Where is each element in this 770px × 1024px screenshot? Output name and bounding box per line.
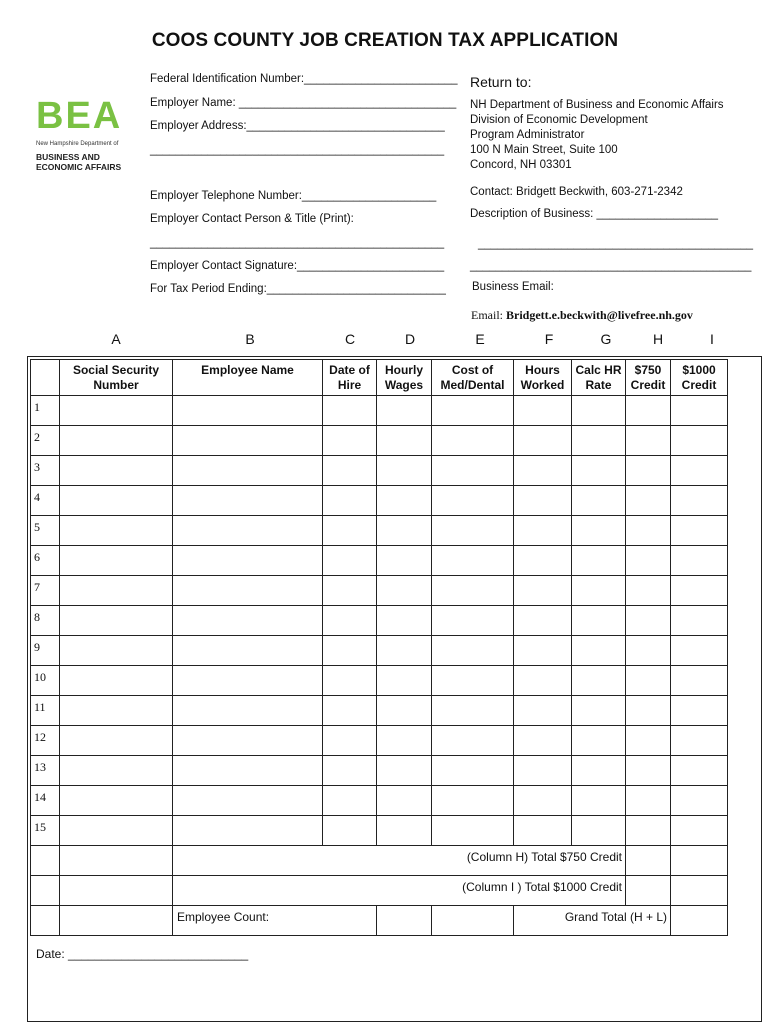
row-number: 4 [31,486,60,516]
row-number: 3 [31,456,60,486]
employee-name-cell[interactable] [173,576,323,606]
employee-name-cell[interactable] [173,426,323,456]
email-value[interactable]: Bridgett.e.beckwith@livefree.nh.gov [506,308,693,322]
credit-1000-cell[interactable] [671,426,728,456]
ssn-cell[interactable] [60,576,173,606]
hourly-wages-cell[interactable] [377,666,432,696]
cost-med-dental-cell[interactable] [432,396,514,426]
hourly-wages-cell[interactable] [377,696,432,726]
table-row [31,456,728,486]
date-of-hire-cell[interactable] [323,516,377,546]
ssn-cell[interactable] [60,786,173,816]
date-of-hire-cell[interactable] [323,396,377,426]
cost-med-dental-cell[interactable] [432,666,514,696]
total-750-label: (Column H) Total $750 Credit [173,846,626,876]
row-number: 13 [31,756,60,786]
credit-1000-cell[interactable] [671,456,728,486]
table-row [31,486,728,516]
credit-750-cell[interactable] [626,426,671,456]
row-number: 10 [31,666,60,696]
credit-750-cell[interactable] [626,576,671,606]
hours-worked-cell[interactable] [514,696,572,726]
credit-750-cell[interactable] [626,516,671,546]
calc-hr-rate-cell[interactable] [572,726,626,756]
credit-1000-cell[interactable] [671,696,728,726]
credit-1000-cell[interactable] [671,576,728,606]
credit-750-cell[interactable] [626,606,671,636]
credit-750-cell[interactable] [626,636,671,666]
employee-name-cell[interactable] [173,786,323,816]
header-1000-credit: $1000 Credit [671,360,728,396]
cost-med-dental-cell[interactable] [432,816,514,846]
contact-person-field[interactable]: Employer Contact Person & Title (Print): [150,213,354,225]
hours-worked-cell[interactable] [514,666,572,696]
header-employee-name: Employee Name [173,360,323,396]
employer-address-line2[interactable]: ______________________________________________ [150,144,445,156]
calc-hr-rate-cell[interactable] [572,456,626,486]
employee-count-label[interactable]: Employee Count: [173,906,377,936]
row-number: 2 [31,426,60,456]
contact-person-line2[interactable]: ______________________________________________ [150,237,445,249]
hours-worked-cell[interactable] [514,606,572,636]
date-of-hire-cell[interactable] [323,696,377,726]
date-of-hire-cell[interactable] [323,756,377,786]
row-number: 1 [31,396,60,426]
row-number: 14 [31,786,60,816]
return-address-line1: NH Department of Business and Economic Affairs [470,99,724,111]
hours-worked-cell[interactable] [514,546,572,576]
employee-name-cell[interactable] [173,516,323,546]
date-of-hire-cell[interactable] [323,426,377,456]
bea-logo: BEA [36,95,123,137]
ssn-cell[interactable] [60,726,173,756]
employee-name-cell[interactable] [173,816,323,846]
email-label: Email: [471,308,503,322]
hourly-wages-cell[interactable] [377,606,432,636]
credit-1000-cell[interactable] [671,756,728,786]
employee-name-cell[interactable] [173,636,323,666]
grand-total-cell[interactable] [671,906,728,936]
header-date-of-hire: Date of Hire [323,360,377,396]
header-rownum [31,360,60,396]
table-row [31,786,728,816]
ssn-cell[interactable] [60,636,173,666]
ssn-cell[interactable] [60,546,173,576]
contact-signature-field[interactable]: Employer Contact Signature:_______________________ [150,260,445,272]
credit-750-cell[interactable] [626,456,671,486]
table-row [31,666,728,696]
ssn-cell[interactable] [60,516,173,546]
contact-email [471,308,693,323]
header-cost-med-dental: Cost of Med/Dental [432,360,514,396]
cost-med-dental-cell[interactable] [432,456,514,486]
calc-hr-rate-cell[interactable] [572,756,626,786]
date-of-hire-cell[interactable] [323,606,377,636]
federal-id-field[interactable]: Federal Identification Number:________________________ [150,73,458,85]
hours-worked-cell[interactable] [514,726,572,756]
hourly-wages-cell[interactable] [377,756,432,786]
return-address-line5: Concord, NH 03301 [470,159,572,171]
cost-med-dental-cell[interactable] [432,426,514,456]
date-of-hire-cell[interactable] [323,816,377,846]
col-letter-f: F [544,331,554,347]
hourly-wages-cell[interactable] [377,426,432,456]
table-row [31,816,728,846]
hourly-wages-cell[interactable] [377,516,432,546]
logo-name-line1: BUSINESS AND [36,152,100,162]
credit-1000-cell[interactable] [671,816,728,846]
hourly-wages-cell[interactable] [377,396,432,426]
credit-750-cell[interactable] [626,696,671,726]
credit-1000-cell[interactable] [671,546,728,576]
hourly-wages-cell[interactable] [377,726,432,756]
ssn-cell[interactable] [60,426,173,456]
credit-750-cell[interactable] [626,816,671,846]
cost-med-dental-cell[interactable] [432,486,514,516]
cost-med-dental-cell[interactable] [432,726,514,756]
employer-name-field[interactable]: Employer Name: __________________________________ [150,97,457,109]
date-of-hire-cell[interactable] [323,786,377,816]
date-of-hire-cell[interactable] [323,576,377,606]
ssn-cell[interactable] [60,486,173,516]
credit-750-cell[interactable] [626,666,671,696]
grand-total-label: Grand Total (H + L) [514,906,671,936]
table-row [31,756,728,786]
hourly-wages-cell[interactable] [377,546,432,576]
business-description-field[interactable]: Description of Business: ___________________ [470,208,719,220]
row-number: 9 [31,636,60,666]
return-address [470,98,724,173]
hourly-wages-cell[interactable] [377,786,432,816]
hourly-wages-cell[interactable] [377,816,432,846]
employee-name-cell[interactable] [173,546,323,576]
col-letter-i: I [710,331,714,347]
employee-name-cell[interactable] [173,726,323,756]
calc-hr-rate-cell[interactable] [572,546,626,576]
table-row [31,546,728,576]
employee-name-cell[interactable] [173,756,323,786]
hours-worked-cell[interactable] [514,636,572,666]
calc-hr-rate-cell[interactable] [572,636,626,666]
header-calc-hr-rate: Calc HR Rate [572,360,626,396]
col-letter-g: G [600,331,612,347]
table-row [31,636,728,666]
col-letter-a: A [111,331,121,347]
cost-med-dental-cell[interactable] [432,696,514,726]
hours-worked-cell[interactable] [514,786,572,816]
employee-name-cell[interactable] [173,486,323,516]
credit-1000-cell[interactable] [671,666,728,696]
hours-worked-cell[interactable] [514,516,572,546]
col-letter-c: C [344,331,356,347]
hours-worked-cell[interactable] [514,816,572,846]
credit-1000-cell[interactable] [671,636,728,666]
table-row [31,516,728,546]
cost-med-dental-cell[interactable] [432,546,514,576]
cost-med-dental-cell[interactable] [432,756,514,786]
total-1000-label: (Column I ) Total $1000 Credit [173,876,626,906]
hours-worked-cell[interactable] [514,486,572,516]
row-number: 12 [31,726,60,756]
date-of-hire-cell[interactable] [323,546,377,576]
credit-750-cell[interactable] [626,726,671,756]
business-description-line2[interactable]: ___________________________________________ [478,238,754,250]
employee-name-cell[interactable] [173,696,323,726]
col-letter-d: D [404,331,416,347]
calc-hr-rate-cell[interactable] [572,576,626,606]
credit-1000-cell[interactable] [671,486,728,516]
col-letter-e: E [475,331,485,347]
row-number: 8 [31,606,60,636]
credit-1000-cell[interactable] [671,726,728,756]
hourly-wages-cell[interactable] [377,576,432,606]
table-body [31,396,728,846]
date-of-hire-cell[interactable] [323,726,377,756]
total-1000-cell[interactable] [671,876,728,906]
return-address-line4: 100 N Main Street, Suite 100 [470,144,618,156]
hours-worked-cell[interactable] [514,426,572,456]
ssn-cell[interactable] [60,456,173,486]
date-of-hire-cell[interactable] [323,666,377,696]
credit-1000-cell[interactable] [671,396,728,426]
credit-750-cell[interactable] [626,396,671,426]
return-address-line2: Division of Economic Development [470,114,648,126]
row-number: 7 [31,576,60,606]
cost-med-dental-cell[interactable] [432,516,514,546]
hourly-wages-cell[interactable] [377,456,432,486]
calc-hr-rate-cell[interactable] [572,516,626,546]
logo-dept-line: New Hampshire Department of [36,141,119,147]
business-description-line3[interactable]: ____________________________________________ [470,260,752,272]
total-750-row [31,846,728,876]
table-row [31,396,728,426]
date-of-hire-cell[interactable] [323,456,377,486]
total-750-cell[interactable] [626,846,671,876]
logo-name-line2: ECONOMIC AFFAIRS [36,162,122,172]
return-to-heading: Return to: [470,74,532,90]
cost-med-dental-cell[interactable] [432,576,514,606]
hours-worked-cell[interactable] [514,456,572,486]
header-750-credit: $750 Credit [626,360,671,396]
hours-worked-cell[interactable] [514,396,572,426]
table-header-row [31,360,728,396]
row-number: 6 [31,546,60,576]
ssn-cell[interactable] [60,696,173,726]
row-number: 15 [31,816,60,846]
tax-period-field[interactable]: For Tax Period Ending:____________________________ [150,283,446,295]
header-hourly-wages: Hourly Wages [377,360,432,396]
date-field[interactable]: Date: ___________________________ [36,947,249,961]
employee-name-cell[interactable] [173,396,323,426]
date-of-hire-cell[interactable] [323,636,377,666]
employee-name-cell[interactable] [173,666,323,696]
calc-hr-rate-cell[interactable] [572,696,626,726]
employee-name-cell[interactable] [173,456,323,486]
credit-750-cell[interactable] [626,786,671,816]
row-number: 5 [31,516,60,546]
ssn-cell[interactable] [60,756,173,786]
cost-med-dental-cell[interactable] [432,636,514,666]
hours-worked-cell[interactable] [514,576,572,606]
business-email-field[interactable]: Business Email: [472,281,554,293]
logo-name [36,152,121,172]
calc-hr-rate-cell[interactable] [572,606,626,636]
header-hours-worked: Hours Worked [514,360,572,396]
cost-med-dental-cell[interactable] [432,606,514,636]
table-row [31,606,728,636]
hours-worked-cell[interactable] [514,756,572,786]
credit-750-cell[interactable] [626,756,671,786]
calc-hr-rate-cell[interactable] [572,426,626,456]
calc-hr-rate-cell[interactable] [572,816,626,846]
employee-name-cell[interactable] [173,606,323,636]
header-ssn: Social Security Number [60,360,173,396]
return-address-line3: Program Administrator [470,129,585,141]
credit-750-cell[interactable] [626,546,671,576]
table-row [31,576,728,606]
calc-hr-rate-cell[interactable] [572,486,626,516]
ssn-cell[interactable] [60,606,173,636]
col-letter-h: H [652,331,664,347]
table-row [31,726,728,756]
ssn-cell[interactable] [60,666,173,696]
credit-1000-cell[interactable] [671,516,728,546]
date-of-hire-cell[interactable] [323,486,377,516]
ssn-cell[interactable] [60,396,173,426]
calc-hr-rate-cell[interactable] [572,786,626,816]
grand-total-row [31,906,728,936]
telephone-field[interactable]: Employer Telephone Number:_____________________ [150,190,437,202]
col-letter-b: B [245,331,255,347]
cost-med-dental-cell[interactable] [432,786,514,816]
hourly-wages-cell[interactable] [377,486,432,516]
calc-hr-rate-cell[interactable] [572,396,626,426]
page-title: COOS COUNTY JOB CREATION TAX APPLICATION [151,30,619,51]
calc-hr-rate-cell[interactable] [572,666,626,696]
table-row [31,426,728,456]
credit-1000-cell[interactable] [671,786,728,816]
total-1000-row [31,876,728,906]
employee-table [30,359,728,936]
contact-info: Contact: Bridgett Beckwith, 603-271-2342 [470,186,683,198]
table-row [31,696,728,726]
hourly-wages-cell[interactable] [377,636,432,666]
credit-1000-cell[interactable] [671,606,728,636]
credit-750-cell[interactable] [626,486,671,516]
row-number: 11 [31,696,60,726]
employer-address-field[interactable]: Employer Address:_______________________________ [150,120,445,132]
ssn-cell[interactable] [60,816,173,846]
